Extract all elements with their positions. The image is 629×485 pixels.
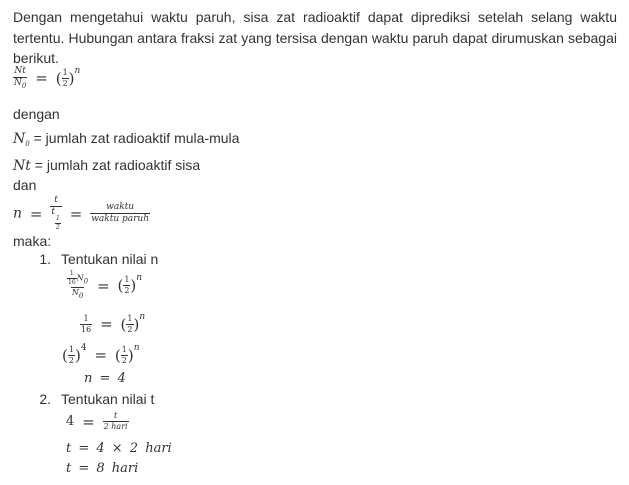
step-1-heading: 1. Tentukan nilai n <box>39 251 159 267</box>
intro-paragraph: Dengan mengetahui waktu paruh, sisa zat radioaktif dapat diprediksi setelah selang waktu tertentu. Hubungan antara fraksi zat yang tersisa dengan waktu paruh dapat dirumuskan sebagai berikut. <box>13 9 617 66</box>
fraction-waktu: waktu waktu paruh <box>91 202 150 224</box>
step-1-line-1: $\frac{1}{16}$ N0 N0 = ( $\frac{1}{2}$ )$^n$ <box>68 270 143 300</box>
label-maka: maka: <box>13 233 52 249</box>
step-1-line-2: $\frac{1}{16}$ = ( $\frac{1}{2}$ )$^n$ <box>81 312 146 334</box>
fraction-t-thalf: t t $\frac{1}{2}$ <box>51 195 60 231</box>
step-1-line-3: ( $\frac{1}{2}$ )$^4$ = ( $\frac{1}{2}$ )$^n$ <box>62 343 140 365</box>
label-dan: dan <box>13 177 37 193</box>
definition-nt: Nt = jumlah zat radioaktif sisa <box>13 157 201 174</box>
definition-n0: $N_0$ = jumlah zat radioaktif mula-mula <box>13 130 240 148</box>
step-2-line-1: 4 = t 2 hari <box>66 411 128 431</box>
step-1-result: n = 4 <box>84 371 126 386</box>
step-2-heading: 2. Tentukan nilai t <box>39 391 155 407</box>
formula-n: n = t t $\frac{1}{2}$ = waktu waktu paruh <box>13 195 150 231</box>
fraction-nt-n0: $\frac{Nt}{N_0}$ <box>14 65 27 90</box>
label-dengan: dengan <box>13 106 60 122</box>
fraction-half: $\frac{1}{2}$ <box>62 67 68 88</box>
step-2-line-2: t = 4 × 2 hari <box>66 441 172 456</box>
step-2-line-3: t = 8 hari <box>66 461 139 476</box>
formula-decay: $\frac{Nt}{N_0}$ = ( $\frac{1}{2}$ )$^n$ <box>14 65 81 90</box>
